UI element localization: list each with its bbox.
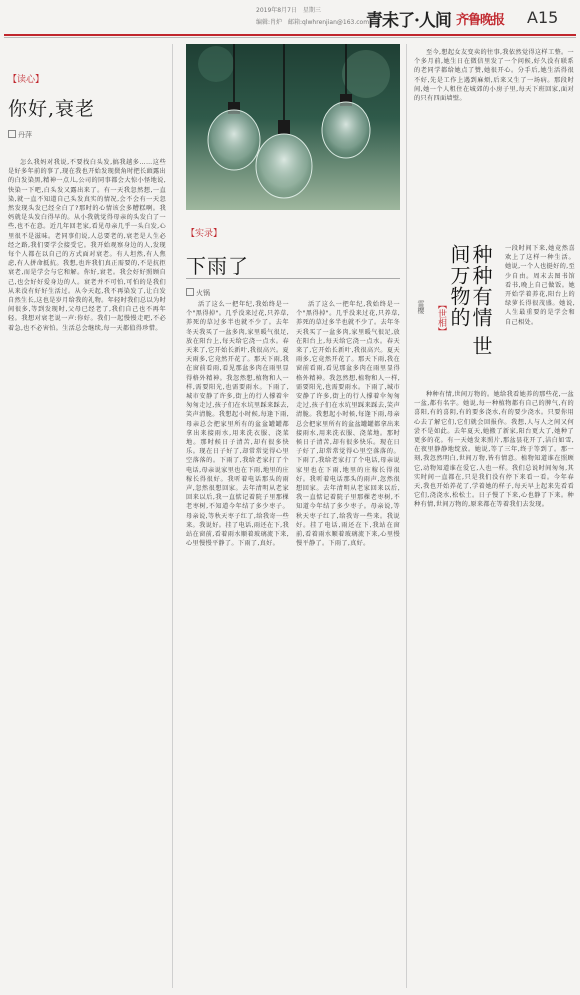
byline-box-icon [8, 130, 16, 138]
section-title: 青未了·人间 [366, 11, 451, 31]
article1-body: 怎么我妈对我说,不要找白头发,搞我越多……这些是好多年前的事了,现在我也开始发现鬓角时把长頭露出的白发染黑,精神一点儿,公司的同事都会大惊小怪地说,快染一下吧,白头发又露出来了。有一天我忽然想,一直染,就一直不知道自己头发真实的情况,会不会有一天忽然发现头发已经全白了?那时的心情该会多糟糕啊。我妈就是头发白得早的。从小我就觉得母亲的头发白了一些,也不在意。近几年回老家,看见母亲几乎一头白发,心里很不是滋味。老同事们说,人总要老的,衰老是人生必经之路,我们要学会接受它。我开始观察身边的人,发现每个人都在以自己的方式面对衰老。有人坦然,有人焦虑,有人拼命抵抗。我想,也许我们真正需要的,不是抗拒衰老,而是学会与它和解。你好,衰老。我会好好照顾自己,也会好好爱身边的人。衰老并不可怕,可怕的是我们从来没有好好生活过。从今天起,我不再染发了,让白发自然生长,这也是岁月给我的礼物。年轻时我们总以为时间很多,等到发现时,父母已经老了,我们自己也不再年轻。我想对衰老说一声:你好。我们一起慢慢走吧,不必着急,也不必害怕。生活总会继续,每一天都值得珍惜。 [8, 159, 166, 332]
column-divider [406, 44, 407, 988]
article3-title: 种种有情 世间万物的 [447, 244, 493, 357]
article2-byline [186, 288, 210, 298]
article3-author: 雷樱 [417, 300, 425, 314]
lightbulb-photo [186, 44, 400, 210]
article2-body-col1: 活了这么一把年纪,我始终是一个"黑得掉"。几乎没来过花,只养草,养死的草过多半也就不少了。去年冬天我买了一盆多肉,家里暖气很足,放在阳台上,每天给它浇一点水。春天来了,它开始长新叶,我很高兴。夏天雨多,它竟然开花了。那天下雨,我在窗前看雨,看见那盆多肉在雨里显得格外精神。我忽然想,植物和人一样,需要阳光,也需要雨水。下雨了,城市安静了许多,街上的行人撑着伞匆匆走过,孩子们在水坑里踩来踩去,笑声清脆。我想起小时候,每逢下雨,母亲总会把家里所有的盆盆罐罐都拿出来接雨水,用来洗衣服、浇菜地。那时候日子清苦,却有很多快乐。现在日子好了,却常常觉得心里空落落的。下雨了,我给老家打了个电话,母亲说家里也在下雨,地里的庄稼长得很好。我听着电话那头的雨声,忽然很想回家。去年清明从老家回来以后,我一直惦记着院子里那棵老枣树,不知道今年结了多少枣子。母亲说,等秋天枣子红了,给我寄一些来。我说好。挂了电话,雨还在下,我站在窗前,看着雨水顺着玻璃流下来,心里慢慢平静了。下雨了,真好。 [186, 301, 289, 548]
article3-body-right: 一段时间下来,她竟然喜欢上了这样一种生活。她说,一个人也挺好的,至少自由。周末去图书馆看书,晚上自己做饭。她开始学着养花,阳台上的绿萝长得很茂盛。她说,人生最重要的是学会和自己相处。 [505, 245, 575, 326]
article1-byline [8, 130, 32, 140]
article2-tag: 【实录】 [186, 229, 223, 239]
byline-box-icon [186, 288, 194, 296]
article1-author: 丹萍 [18, 131, 32, 139]
article3-body-main: 种种有情,世间万物的。她给我看她养的那些花,一盆一盆,都有名字。她说,每一种植物都有自己的脾气,有的喜阳,有的喜阴,有的要多浇水,有的要少浇水。只要你用心去了解它们,它们就会回报你。我想,人与人之间又何尝不是如此。去年夏天,她搬了新家,阳台更大了,她种了更多的花。有一天她发来照片,那盆昙花开了,洁白如雪,在夜里静静地绽放。她说,等了三年,终于等到了。那一刻,我忽然明白,世间万物,皆有情意。植物知道谁在照顾它,动物知道谁在爱它,人也一样。我们总说时间匆匆,其实时间一直都在,只是我们没有停下来看一看。今年春天,我也开始养花了,学着她的样子,每天早上起来先看看它们,浇浇水,松松土。日子慢了下来,心也静了下来。种种有情,世间万物的,原来都在等着我们去发现。 [414, 391, 574, 509]
article3-tag: 【世相】 [436, 300, 446, 336]
column-divider [172, 44, 173, 988]
lightbulbs-illustration-icon [186, 44, 400, 210]
header-rule [4, 34, 576, 36]
article2-body-col2: 活了这么一把年纪,我始终是一个"黑得掉"。几乎没来过花,只养草,养死的草过多半也就不少了。去年冬天我买了一盆多肉,家里暖气很足,放在阳台上,每天给它浇一点水。春天来了,它开始长新叶,我很高兴。夏天雨多,它竟然开花了。那天下雨,我在窗前看雨,看见那盆多肉在雨里显得格外精神。我忽然想,植物和人一样,需要阳光,也需要雨水。下雨了,城市安静了许多,街上的行人撑着伞匆匆走过,孩子们在水坑里踩来踩去,笑声清脆。我想起小时候,每逢下雨,母亲总会把家里所有的盆盆罐罐都拿出来接雨水,用来洗衣服、浇菜地。那时候日子清苦,却有很多快乐。现在日子好了,却常常觉得心里空落落的。下雨了,我给老家打了个电话,母亲说家里也在下雨,地里的庄稼长得很好。我听着电话那头的雨声,忽然很想回家。去年清明从老家回来以后,我一直惦记着院子里那棵老枣树,不知道今年结了多少枣子。母亲说,等秋天枣子红了,给我寄一些来。我说好。挂了电话,雨还在下,我站在窗前,看着雨水顺着玻璃流下来,心里慢慢平静了。下雨了,真好。 [296, 301, 400, 548]
article2-title: 下雨了 [186, 254, 249, 278]
article1-tag: 【读心】 [8, 75, 45, 85]
article1-title: 你好,衰老 [8, 98, 96, 120]
issue-date: 2019年8月7日 星期三 [256, 7, 321, 14]
article2-author: 火锅 [196, 289, 210, 297]
article2-title-rule [186, 278, 400, 279]
page-number: A15 [527, 8, 559, 27]
header-subrule [4, 37, 576, 38]
article3-body-top: 至今,想起女友变卖的往事,我依然觉得这样工整。一个多月前,她生日在微信里发了一个问候,好久没有联系的老同学都给她点了赞,她很开心。分手后,她生活得很不好,先是工作上遇到麻烦,后来又生了一场病。那段时间,她一个人租住在城郊的小房子里,每天下班回家,面对的只有四面墙壁。 [414, 49, 574, 103]
editor-info: 编辑:肖炉 邮箱:qlwhrenjian@163.com [256, 19, 370, 26]
paper-logo: 齐鲁晚报 [456, 13, 505, 28]
